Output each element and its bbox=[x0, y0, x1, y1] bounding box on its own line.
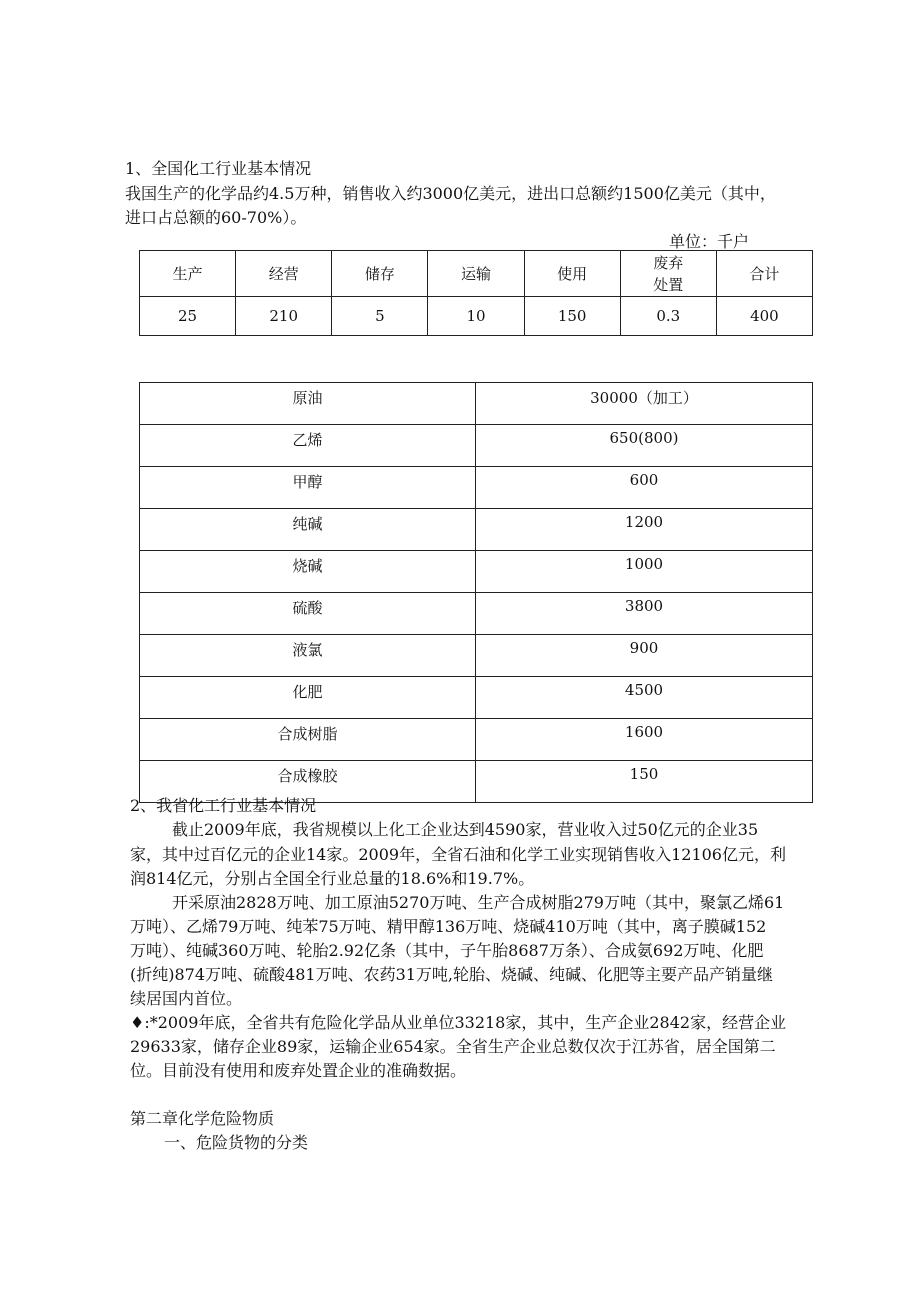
header-cell: 经营 bbox=[236, 251, 332, 297]
table-row bbox=[140, 635, 813, 677]
table-row bbox=[140, 593, 813, 635]
header-cell: 合计 bbox=[716, 251, 812, 297]
product-value: 1000 bbox=[476, 551, 813, 593]
section2-line: 万吨）、纯碱360万吨、轮胎2.92亿条（其中，子午胎8687万条）、合成氨692万吨、化肥 bbox=[130, 941, 764, 960]
header-disposal-line2: 处置 bbox=[653, 275, 684, 294]
table-row bbox=[140, 719, 813, 761]
header-cell: 生产 bbox=[140, 251, 236, 297]
product-name: 烧碱 bbox=[140, 551, 476, 593]
section2-line: 位。目前没有使用和废弃处置企业的准确数据。 bbox=[130, 1061, 467, 1080]
section2-line: 续居国内首位。 bbox=[130, 989, 243, 1008]
table-row bbox=[140, 551, 813, 593]
value-cell: 400 bbox=[716, 297, 812, 336]
product-name: 合成树脂 bbox=[140, 719, 476, 761]
section2-line: ♦:*2009年底，全省共有危险化学品从业单位33218家，其中，生产企业2842家，经营企业 bbox=[130, 1013, 787, 1032]
header-cell: 储存 bbox=[332, 251, 428, 297]
section2-line: 润814亿元，分别占全国全行业总量的18.6%和19.7%。 bbox=[130, 869, 535, 888]
table-row bbox=[140, 677, 813, 719]
value-cell: 210 bbox=[236, 297, 332, 336]
product-value: 650(800) bbox=[476, 425, 813, 467]
production-table bbox=[139, 382, 813, 803]
table-row bbox=[140, 467, 813, 509]
section2-heading: 2、我省化工行业基本情况 bbox=[130, 796, 317, 815]
product-value: 150 bbox=[476, 761, 813, 803]
chapter2-subheading: 一、危险货物的分类 bbox=[164, 1133, 309, 1152]
header-cell: 使用 bbox=[524, 251, 620, 297]
product-name: 乙烯 bbox=[140, 425, 476, 467]
table-row bbox=[140, 425, 813, 467]
header-disposal-line1: 废弃 bbox=[653, 253, 684, 272]
product-name: 液氯 bbox=[140, 635, 476, 677]
section2-line: 29633家，储存企业89家，运输企业654家。全省生产企业总数仅次于江苏省，居全国第二 bbox=[130, 1037, 776, 1056]
table-row bbox=[140, 509, 813, 551]
section1-para-line2: 进口占总额的60-70%）。 bbox=[125, 208, 307, 227]
section1-heading: 1、全国化工行业基本情况 bbox=[125, 159, 312, 178]
product-name: 纯碱 bbox=[140, 509, 476, 551]
product-value: 4500 bbox=[476, 677, 813, 719]
value-cell: 0.3 bbox=[620, 297, 716, 336]
value-cell: 150 bbox=[524, 297, 620, 336]
product-name: 原油 bbox=[140, 383, 476, 425]
chapter2-heading: 第二章化学危险物质 bbox=[130, 1109, 275, 1128]
value-cell: 10 bbox=[428, 297, 524, 336]
product-value: 1200 bbox=[476, 509, 813, 551]
value-cell: 25 bbox=[140, 297, 236, 336]
header-cell-disposal bbox=[620, 251, 716, 297]
product-name: 硫酸 bbox=[140, 593, 476, 635]
product-name: 甲醇 bbox=[140, 467, 476, 509]
product-name: 化肥 bbox=[140, 677, 476, 719]
table-row bbox=[140, 383, 813, 425]
product-value: 30000（加工） bbox=[476, 383, 813, 425]
section2-line: 万吨）、乙烯79万吨、纯苯75万吨、精甲醇136万吨、烧碱410万吨（其中，离子膜碱152 bbox=[130, 917, 767, 936]
value-cell: 5 bbox=[332, 297, 428, 336]
product-value: 600 bbox=[476, 467, 813, 509]
unit-label: 单位：千户 bbox=[669, 232, 750, 251]
section1-para-line1: 我国生产的化学品约4.5万种，销售收入约3000亿美元，进出口总额约1500亿美元（其中， bbox=[125, 184, 776, 203]
header-cell: 运输 bbox=[428, 251, 524, 297]
section2-line: 截止2009年底，我省规模以上化工企业达到4590家，营业收入过50亿元的企业35 bbox=[172, 820, 759, 839]
product-value: 1600 bbox=[476, 719, 813, 761]
stats-table bbox=[139, 250, 813, 336]
product-value: 3800 bbox=[476, 593, 813, 635]
product-value: 900 bbox=[476, 635, 813, 677]
product-name: 合成橡胶 bbox=[140, 761, 476, 803]
section2-line: 家，其中过百亿元的企业14家。2009年，全省石油和化学工业实现销售收入12106亿元，利 bbox=[130, 845, 786, 864]
section2-line: 开采原油2828万吨、加工原油5270万吨、生产合成树脂279万吨（其中，聚氯乙烯61 bbox=[172, 893, 785, 912]
section2-line: (折纯)874万吨、硫酸481万吨、农药31万吨,轮胎、烧碱、纯碱、化肥等主要产品产销量继 bbox=[130, 965, 774, 984]
